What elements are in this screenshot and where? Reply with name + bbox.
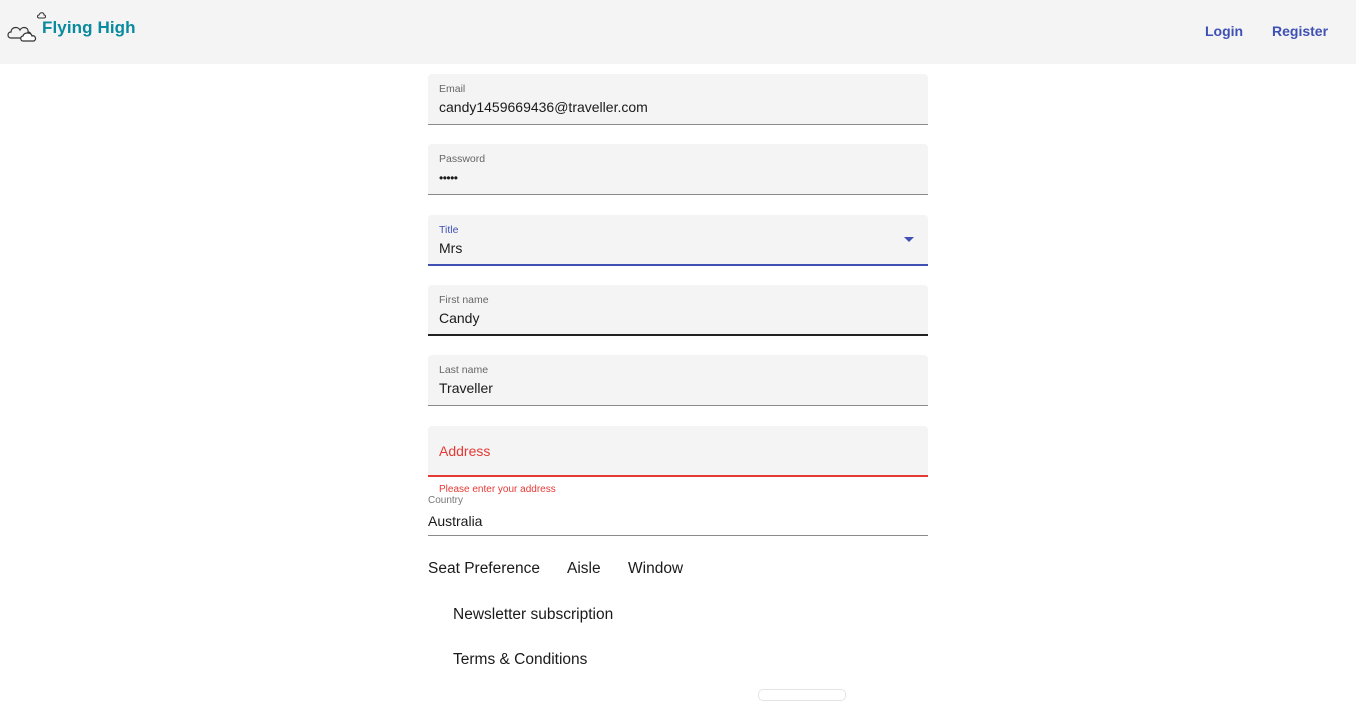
country-value: Australia: [428, 513, 483, 529]
seat-option-aisle[interactable]: Aisle: [567, 560, 601, 577]
last-name-label: Last name: [439, 364, 489, 376]
register-link[interactable]: Register: [1272, 23, 1329, 39]
last-name-field[interactable]: [428, 355, 928, 406]
email-field[interactable]: [428, 74, 928, 125]
app-name: Flying High: [42, 18, 136, 37]
first-name-value: Candy: [439, 310, 480, 326]
cloud-logo-icon: [6, 11, 46, 43]
newsletter-checkbox-label[interactable]: Newsletter subscription: [453, 606, 614, 623]
submit-button[interactable]: [758, 689, 846, 701]
title-value: Mrs: [439, 240, 463, 256]
last-name-value: Traveller: [439, 380, 493, 396]
password-label: Password: [439, 153, 486, 165]
address-placeholder: Address: [439, 443, 491, 459]
app-logo[interactable]: [6, 11, 146, 43]
login-link[interactable]: Login: [1205, 23, 1244, 39]
title-select[interactable]: [428, 215, 928, 266]
seat-preference-label: Seat Preference: [428, 560, 541, 577]
address-field[interactable]: [428, 426, 928, 477]
country-label: Country: [428, 495, 464, 506]
dropdown-arrow-icon[interactable]: [904, 237, 914, 242]
terms-checkbox-label[interactable]: Terms & Conditions: [453, 651, 588, 668]
email-value: candy1459669436@traveller.com: [439, 99, 648, 115]
seat-option-window[interactable]: Window: [628, 560, 684, 577]
country-select[interactable]: [428, 494, 928, 536]
password-value: •••••: [439, 171, 458, 185]
top-bar: [0, 0, 1356, 64]
password-field[interactable]: [428, 144, 928, 195]
title-label: Title: [439, 224, 459, 236]
first-name-field[interactable]: [428, 285, 928, 336]
first-name-label: First name: [439, 294, 489, 306]
address-error-message: Please enter your address: [439, 484, 556, 495]
email-label: Email: [439, 83, 466, 95]
